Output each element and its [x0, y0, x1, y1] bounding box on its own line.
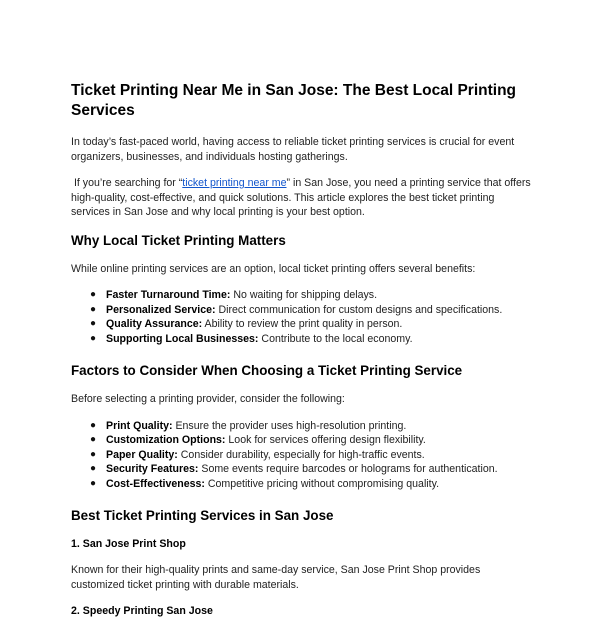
search-paragraph: [71, 176, 531, 220]
bullet-icon: ●: [90, 419, 97, 431]
list-item: [90, 288, 531, 303]
heading-why-local: Why Local Ticket Printing Matters: [71, 232, 286, 248]
bullet-icon: ●: [90, 318, 97, 329]
list-item: [90, 477, 531, 492]
bullet-icon: ●: [90, 332, 97, 344]
heading-factors: Factors to Consider When Choosing a Ticket Printing Service: [71, 363, 463, 378]
list-item-text: Ensure the provider uses high-resolution printing.: [172, 419, 407, 432]
list-item: [90, 317, 531, 332]
list-item-label: Print Quality:: [106, 419, 173, 432]
bullet-icon: ●: [90, 289, 97, 300]
list-item-text: Direct communication for custom designs and specifications.: [215, 303, 503, 316]
bullet-icon: ●: [90, 463, 97, 474]
why-local-intro: While online printing services are an option, local ticket printing offers several benefits:: [71, 262, 476, 275]
list-item: [90, 303, 531, 318]
heading-best-services: Best Ticket Printing Services in San Jose: [71, 508, 334, 523]
factors-intro: Before selecting a printing provider, consider the following:: [71, 393, 345, 405]
list-item-label: Personalized Service:: [106, 303, 216, 316]
bullet-icon: ●: [90, 303, 97, 315]
factors-list: [71, 419, 531, 492]
list-item-label: Paper Quality:: [106, 448, 178, 461]
list-item-label: Security Features:: [106, 463, 199, 475]
article-body: [71, 81, 531, 630]
page-title: Ticket Printing Near Me in San Jose: The Best Local Printing Services: [71, 82, 517, 119]
search-paragraph-rest: ” in San Jose, you need a printing service that offers high-quality, cost-effective, and quick solutions. This article explores the best ticket printing services in San Jose and why local printing is your best option.: [71, 177, 531, 218]
list-item-label: Customization Options:: [106, 434, 226, 446]
list-item-label: Supporting Local Businesses:: [106, 332, 259, 345]
bullet-icon: ●: [90, 434, 97, 445]
list-item-text: Ability to review the print quality in person.: [202, 318, 403, 330]
shop-heading-1: 1. San Jose Print Shop: [71, 538, 186, 550]
list-item-text: Contribute to the local economy.: [258, 332, 413, 345]
ticket-printing-link[interactable]: ticket printing near me: [182, 177, 287, 189]
intro-paragraph: In today’s fast-paced world, having access to reliable ticket printing services is crucial for event organizers, businesses, and individuals hosting gatherings.: [71, 136, 515, 163]
bullet-icon: ●: [90, 448, 97, 460]
benefits-list: [71, 288, 531, 346]
list-item: [90, 332, 531, 347]
shop-heading-2: 2. Speedy Printing San Jose: [71, 605, 213, 617]
list-item-label: Faster Turnaround Time:: [106, 289, 231, 301]
list-item-label: Cost-Effectiveness:: [106, 477, 205, 490]
list-item-text: Competitive pricing without compromising quality.: [204, 477, 440, 490]
bullet-icon: ●: [90, 477, 97, 489]
list-item: [90, 462, 531, 477]
shop-description-1: Known for their high-quality prints and same-day service, San Jose Print Shop provides customized ticket printing with durable materials.: [71, 564, 481, 591]
list-item-text: No waiting for shipping delays.: [230, 289, 378, 301]
list-item-text: Look for services offering design flexibility.: [225, 434, 426, 446]
list-item: [90, 419, 531, 434]
list-item: [90, 448, 531, 463]
list-item: [90, 433, 531, 448]
list-item-text: Consider durability, especially for high-traffic events.: [177, 448, 425, 461]
search-paragraph-lead: If you’re searching for “: [71, 177, 183, 189]
list-item-label: Quality Assurance:: [106, 318, 203, 330]
list-item-text: Some events require barcodes or holograms for authentication.: [198, 463, 498, 475]
